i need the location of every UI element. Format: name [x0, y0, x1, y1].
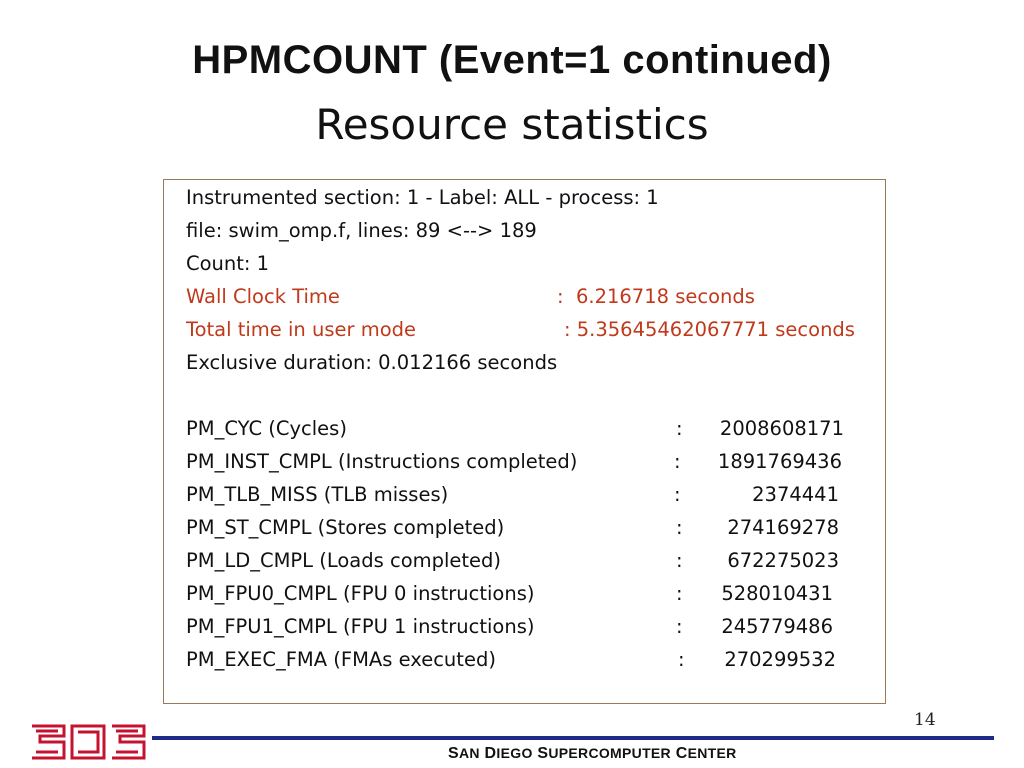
counter-label: PM_EXEC_FMA (FMAs executed)	[186, 648, 496, 671]
counter-value: 672275023	[727, 549, 839, 572]
counter-label: PM_FPU0_CMPL (FPU 0 instructions)	[186, 582, 535, 605]
counter-value: 245779486	[721, 615, 833, 638]
wall-clock-label: Wall Clock Time	[186, 285, 340, 308]
counter-label: PM_FPU1_CMPL (FPU 1 instructions)	[186, 615, 535, 638]
counter-colon: :	[676, 516, 683, 539]
page-number: 14	[914, 710, 936, 730]
slide-subtitle: Resource statistics	[315, 100, 709, 149]
counter-colon: :	[676, 615, 683, 638]
user-time-label: Total time in user mode	[186, 318, 417, 341]
counter-colon: :	[674, 483, 681, 506]
user-time-value: : 5.35645462067771 seconds	[564, 318, 855, 341]
footer-bar	[152, 736, 994, 740]
footer-org-name: SAN DIEGO SUPERCOMPUTER CENTER	[448, 745, 737, 762]
wall-clock-value: : 6.216718 seconds	[557, 285, 755, 308]
file-line: file: swim_omp.f, lines: 89 <--> 189	[186, 219, 537, 242]
section-line: Instrumented section: 1 - Label: ALL - process: 1	[186, 186, 659, 209]
count-line: Count: 1	[186, 252, 270, 275]
counter-colon: :	[676, 549, 683, 572]
counter-label: PM_CYC (Cycles)	[186, 417, 347, 440]
slide-title: HPMCOUNT (Event=1 continued)	[192, 38, 832, 82]
counter-value: 2008608171	[719, 417, 844, 440]
counter-label: PM_INST_CMPL (Instructions completed)	[186, 450, 578, 473]
counter-value: 274169278	[727, 516, 839, 539]
counter-value: 1891769436	[717, 450, 842, 473]
counter-colon: :	[674, 450, 681, 473]
counter-value: 528010431	[721, 582, 833, 605]
counter-colon: :	[678, 648, 685, 671]
exclusive-duration: Exclusive duration: 0.012166 seconds	[186, 351, 558, 374]
sdsc-logo-icon	[30, 722, 148, 762]
counter-colon: :	[676, 417, 683, 440]
counter-label: PM_TLB_MISS (TLB misses)	[186, 483, 449, 506]
counter-colon: :	[676, 582, 683, 605]
counter-label: PM_ST_CMPL (Stores completed)	[186, 516, 505, 539]
counter-value: 2374441	[752, 483, 839, 506]
counter-label: PM_LD_CMPL (Loads completed)	[186, 549, 502, 572]
counter-value: 270299532	[724, 648, 836, 671]
